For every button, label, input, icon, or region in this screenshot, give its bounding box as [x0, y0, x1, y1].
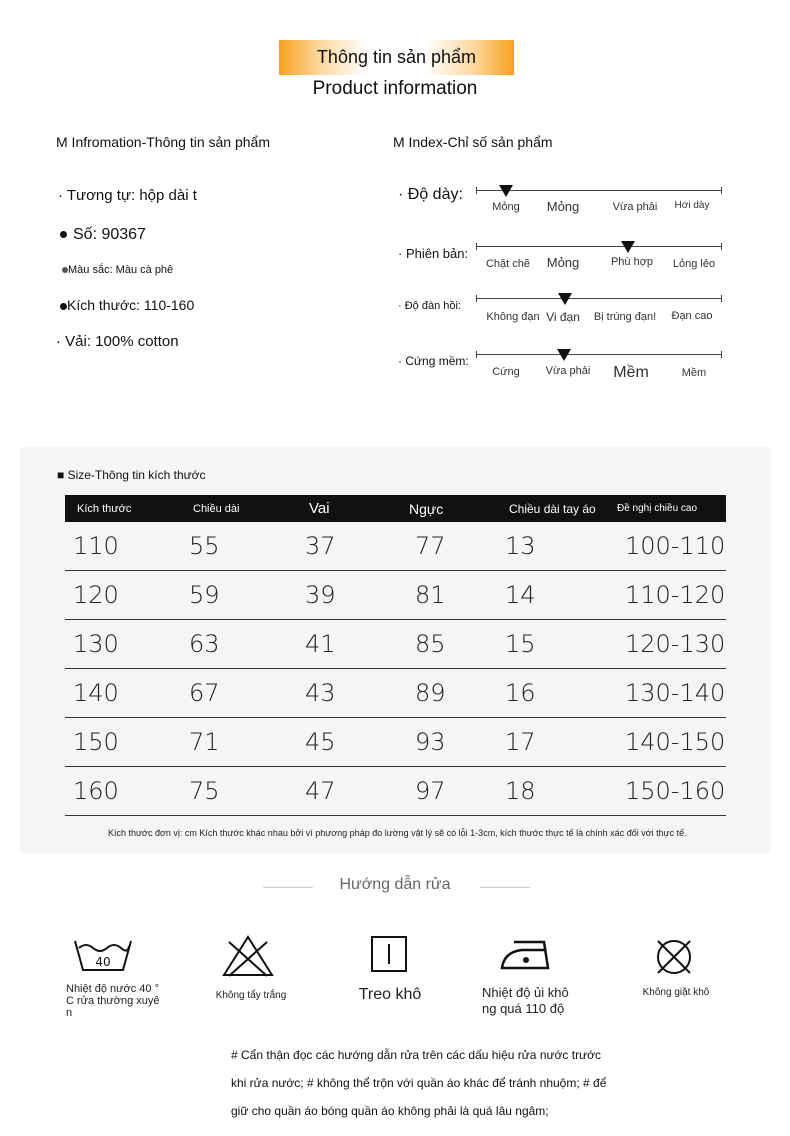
table-cell: 55	[181, 522, 297, 571]
index-option: Vi đạn	[546, 310, 580, 324]
bullet-icon	[60, 303, 67, 310]
table-cell: 67	[181, 669, 297, 718]
size-table	[65, 495, 726, 816]
table-row	[65, 571, 726, 620]
index-option: Bị trúng đạn!	[593, 311, 657, 323]
table-cell: 140-150	[617, 718, 726, 767]
info-item-color: Màu sắc: Màu cà phê	[62, 264, 173, 276]
table-cell: 150-160	[617, 767, 726, 816]
index-marker-icon	[558, 293, 572, 305]
table-cell: 13	[497, 522, 617, 571]
table-cell: 160	[65, 767, 181, 816]
index-option: Mỏng	[546, 199, 580, 214]
index-option: Mỏng	[492, 201, 520, 213]
info-item-size: Kích thước: 110-160	[60, 297, 194, 313]
table-cell: 75	[181, 767, 297, 816]
table-cell: 16	[497, 669, 617, 718]
index-marker-icon	[499, 185, 513, 197]
index-scale-elasticity	[476, 298, 722, 299]
index-label-thickness: · Độ dày:	[398, 186, 463, 203]
size-note: Kích thước đơn vị: cm Kích thước khác nhau bởi vì phương pháp đo lường vật lý sẽ có lỗi 1-3cm, kích thước thực tế là chính xác đối với thực tế.	[108, 828, 687, 838]
index-option: Chặt chẽ	[485, 258, 531, 270]
page-subtitle: Product information	[312, 78, 478, 99]
table-cell: 39	[297, 571, 407, 620]
index-option: Mỏng	[546, 255, 580, 270]
svg-text:40: 40	[95, 955, 111, 969]
index-option: Phù hợp	[610, 256, 654, 268]
table-row	[65, 620, 726, 669]
table-cell: 71	[181, 718, 297, 767]
table-row	[65, 767, 726, 816]
no-dry-clean-icon	[655, 938, 693, 981]
table-cell: 120	[65, 571, 181, 620]
table-cell: 14	[497, 571, 617, 620]
wash-label-iron: Nhiệt độ ủi khô ng quá 110 độ	[482, 985, 569, 1016]
table-cell: 100-110	[617, 522, 726, 571]
table-cell: 150	[65, 718, 181, 767]
table-row	[65, 522, 726, 571]
index-option: Hơi dày	[674, 200, 710, 211]
index-option: Cứng	[492, 366, 520, 378]
info-item-similar: · Tương tự: hộp dài t	[58, 187, 197, 204]
table-cell: 41	[297, 620, 407, 669]
index-scale-fit	[476, 246, 722, 247]
wash-40-icon	[73, 938, 133, 979]
index-marker-icon	[557, 349, 571, 361]
size-heading: ■ Size-Thông tin kích thước	[57, 468, 206, 482]
index-option: Vừa phải	[545, 365, 591, 377]
table-cell: 15	[497, 620, 617, 669]
table-cell: 140	[65, 669, 181, 718]
index-label-fit: · Phiên bản:	[398, 246, 469, 261]
info-heading: M Infromation-Thông tin sản phẩm	[56, 134, 270, 150]
table-cell: 17	[497, 718, 617, 767]
table-cell: 59	[181, 571, 297, 620]
wash-note-line: khi rửa nước; # không thể trộn với quần áo khác để tránh nhuộm; # để	[231, 1076, 607, 1090]
col-header: Đề nghị chiều cao	[617, 495, 726, 522]
table-cell: 85	[407, 620, 497, 669]
index-scale-softness	[476, 354, 722, 355]
index-option: Không đạn	[486, 311, 540, 323]
col-header: Chiều dài	[181, 495, 297, 522]
table-cell: 77	[407, 522, 497, 571]
iron-low-icon	[500, 938, 556, 977]
page-title: Thông tin sản phẩm	[316, 47, 477, 67]
table-cell: 18	[497, 767, 617, 816]
index-heading: M Index-Chỉ số sản phẩm	[393, 134, 553, 150]
table-cell: 110	[65, 522, 181, 571]
wash-note-line: # Cẩn thận đọc các hướng dẫn rửa trên các dấu hiệu rửa nước trước	[231, 1048, 601, 1062]
wash-label-bleach: Không tẩy trắng	[215, 990, 287, 1001]
table-cell: 130	[65, 620, 181, 669]
table-cell: 47	[297, 767, 407, 816]
table-cell: 120-130	[617, 620, 726, 669]
hang-dry-icon	[371, 936, 407, 977]
table-row	[65, 718, 726, 767]
wash-note-line: giữ cho quần áo bóng quần áo không phải là quá lâu ngâm;	[231, 1104, 549, 1118]
index-option: Mềm	[681, 367, 707, 379]
table-header-row	[65, 495, 726, 522]
col-header: Ngực	[407, 495, 497, 522]
info-item-fabric: · Vải: 100% cotton	[56, 333, 179, 350]
table-cell: 43	[297, 669, 407, 718]
table-cell: 97	[407, 767, 497, 816]
index-label-elasticity: · Độ đàn hồi:	[398, 300, 461, 312]
table-cell: 89	[407, 669, 497, 718]
no-bleach-icon	[221, 934, 275, 983]
wash-label-dryclean: Không giặt khô	[642, 987, 710, 998]
wash-title: Hướng dẫn rửa	[339, 876, 451, 893]
table-row	[65, 669, 726, 718]
table-cell: 63	[181, 620, 297, 669]
table-cell: 110-120	[617, 571, 726, 620]
col-header: Chiều dài tay áo	[497, 495, 617, 522]
index-label-softness: · Cứng mềm:	[398, 354, 469, 368]
bullet-icon	[60, 231, 67, 238]
table-cell: 37	[297, 522, 407, 571]
table-cell: 81	[407, 571, 497, 620]
index-option: Đạn cao	[671, 310, 713, 322]
index-option: Lỏng lẻo	[672, 258, 716, 270]
index-option: Vừa phải	[612, 201, 658, 213]
wash-label-hang: Treo khô	[358, 986, 422, 1003]
table-cell: 93	[407, 718, 497, 767]
index-marker-icon	[621, 241, 635, 253]
table-cell: 45	[297, 718, 407, 767]
index-option: Mềm	[613, 364, 649, 381]
col-header: Kích thước	[65, 495, 181, 522]
col-header: Vai	[297, 495, 407, 522]
info-item-number: Số: 90367	[60, 226, 146, 244]
table-cell: 130-140	[617, 669, 726, 718]
wash-label-temp: Nhiệt độ nước 40 ° C rửa thường xuyê n	[66, 983, 160, 1019]
